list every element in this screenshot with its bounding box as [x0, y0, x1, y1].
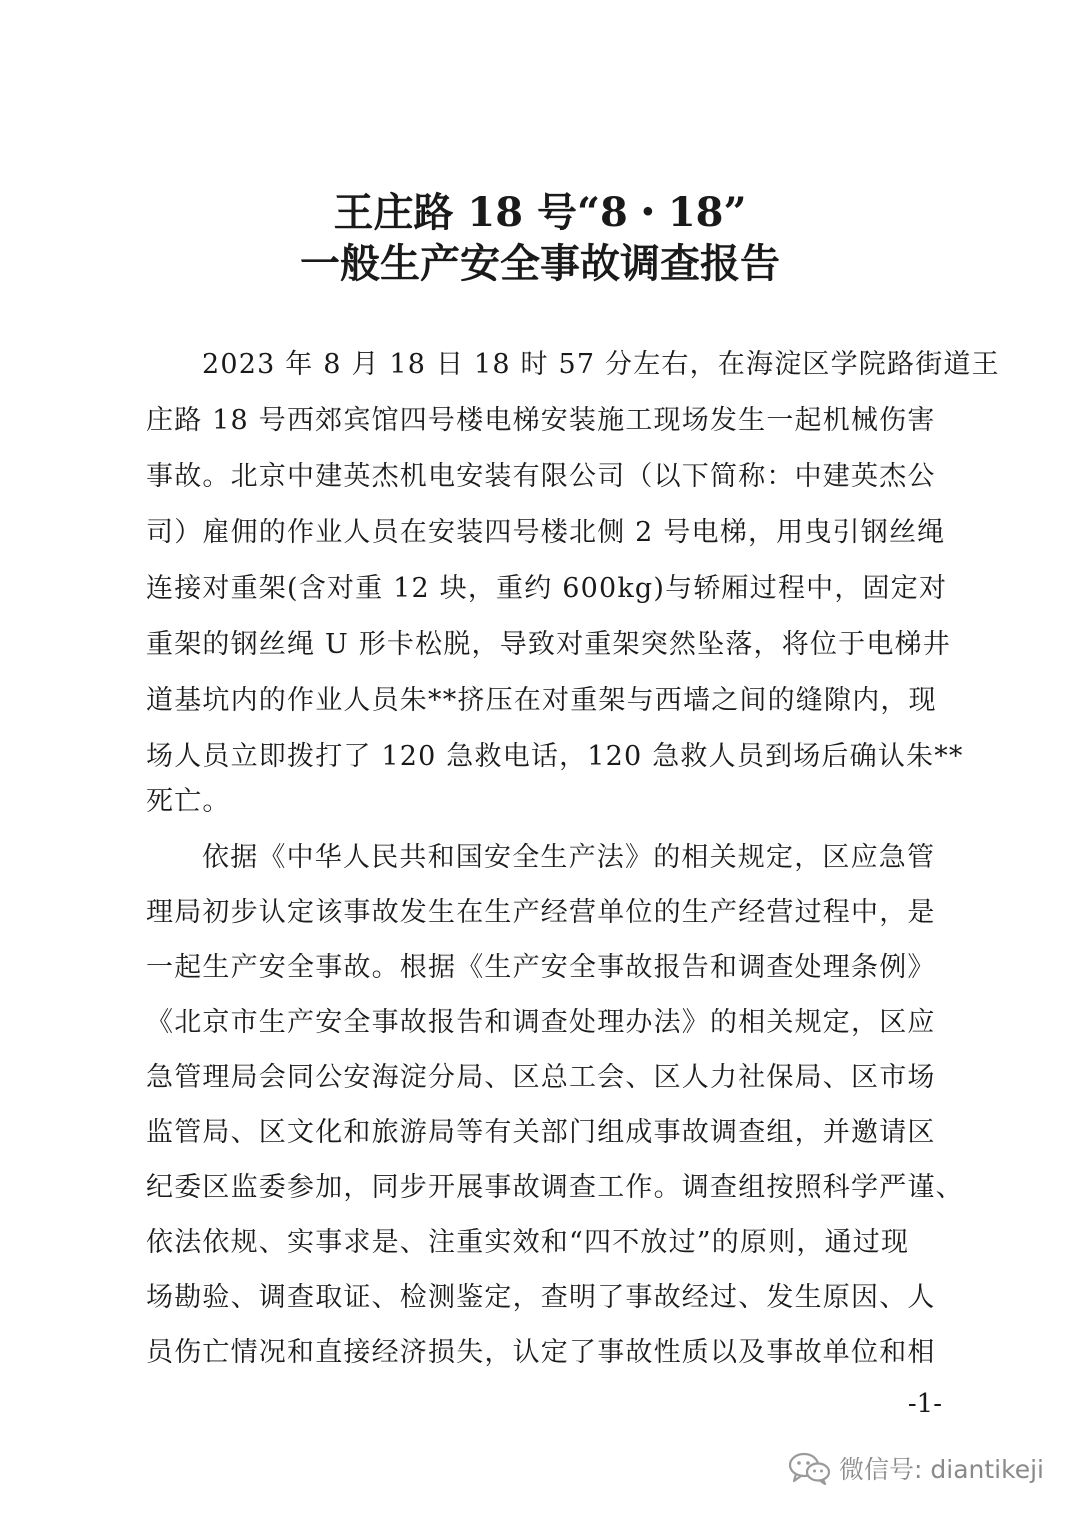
paragraph-line: 庄路 18 号西郊宾馆四号楼电梯安装施工现场发生一起机械伤害 — [146, 405, 936, 436]
paragraph-line: 场勘验、调查取证、检测鉴定，查明了事故经过、发生原因、人 — [146, 1282, 936, 1313]
paragraph-line: 事故。北京中建英杰机电安装有限公司（以下简称：中建英杰公 — [146, 461, 936, 492]
paragraph-line: 依据《中华人民共和国安全生产法》的相关规定，区应急管 — [202, 842, 936, 873]
paragraph-line: 理局初步认定该事故发生在生产经营单位的生产经营过程中，是 — [146, 897, 936, 928]
paragraph-line: 重架的钢丝绳 U 形卡松脱，导致对重架突然坠落，将位于电梯井 — [146, 629, 951, 660]
wechat-icon — [787, 1451, 831, 1485]
paragraph-line: 依法依规、实事求是、注重实效和“四不放过”的原则，通过现 — [146, 1227, 910, 1258]
paragraph-line: 一起生产安全事故。根据《生产安全事故报告和调查处理条例》 — [146, 952, 936, 983]
paragraph-line: 司）雇佣的作业人员在安装四号楼北侧 2 号电梯，用曳引钢丝绳 — [146, 517, 946, 548]
document-title-line-2: 一般生产安全事故调查报告 — [300, 240, 780, 287]
watermark-text: 微信号: diantikeji — [839, 1455, 1044, 1484]
paragraph-line: 监管局、区文化和旅游局等有关部门组成事故调查组，并邀请区 — [146, 1117, 936, 1148]
document-title-line-1: 王庄路 18 号“8・18” — [333, 189, 747, 236]
paragraph-line: 场人员立即拨打了 120 急救电话，120 急救人员到场后确认朱** — [146, 741, 964, 772]
paragraph-line: 《北京市生产安全事故报告和调查处理办法》的相关规定，区应 — [146, 1007, 936, 1038]
wechat-watermark — [787, 1450, 1044, 1486]
paragraph-line: 道基坑内的作业人员朱**挤压在对重架与西墙之间的缝隙内，现 — [146, 685, 937, 716]
paragraph-line: 死亡。 — [146, 786, 231, 817]
paragraph-line: 2023 年 8 月 18 日 18 时 57 分左右，在海淀区学院路街道王 — [202, 349, 1000, 380]
paragraph-line: 连接对重架(含对重 12 块，重约 600kg)与轿厢过程中，固定对 — [146, 573, 948, 604]
paragraph-line: 员伤亡情况和直接经济损失，认定了事故性质以及事故单位和相 — [146, 1337, 936, 1368]
page-number: -1- — [907, 1389, 942, 1419]
paragraph-line: 纪委区监委参加，同步开展事故调查工作。调查组按照科学严谨、 — [146, 1172, 964, 1203]
paragraph-line: 急管理局会同公安海淀分局、区总工会、区人力社保局、区市场 — [146, 1062, 936, 1093]
